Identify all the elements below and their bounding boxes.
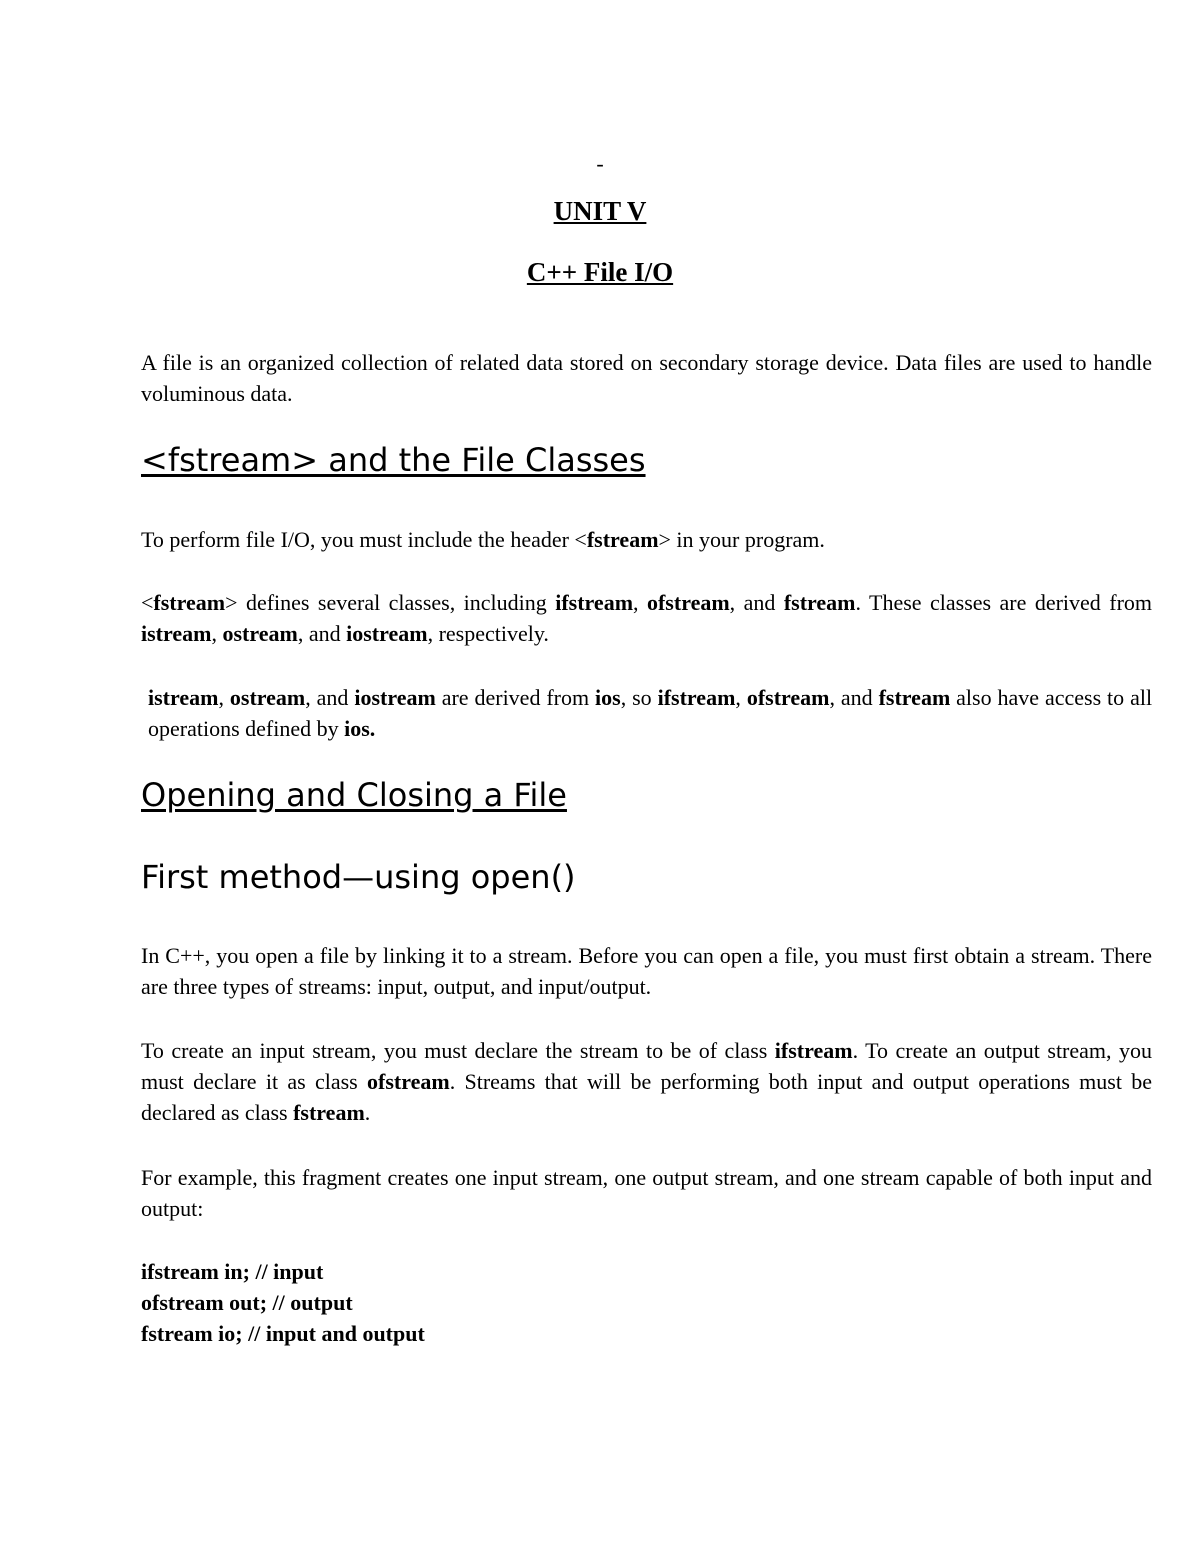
- code-line: ofstream out; // output: [141, 1290, 353, 1315]
- top-dash-mark: -: [596, 151, 604, 176]
- intro-paragraph: A file is an organized collection of related data stored on secondary storage device. Data files are used to handle voluminous data.: [141, 350, 1152, 406]
- opening-paragraph-2: To create an input stream, you must declare the stream to be of class ifstream. To create an output stream, you must declare it as class ofstream. Streams that will be performing both input and output operations must be declared as class fstream.: [141, 1038, 1153, 1125]
- subheading-open-method: First method—using open(): [141, 858, 576, 896]
- fstream-paragraph-3: istream, ostream, and iostream are derived from ios, so ifstream, ofstream, and fstream also have access to all operations defined by ios.: [148, 685, 1153, 741]
- unit-title: UNIT V: [553, 196, 647, 226]
- fstream-paragraph-2: <fstream> defines several classes, including ifstream, ofstream, and fstream. These classes are derived from istream, ostream, and iostream, respectively.: [141, 590, 1153, 646]
- fstream-paragraph-1: To perform file I/O, you must include the header <fstream> in your program.: [141, 527, 825, 552]
- opening-paragraph-1: In C++, you open a file by linking it to a stream. Before you can open a file, you must first obtain a stream. There are three types of streams: input, output, and input/output.: [141, 943, 1152, 999]
- code-line: fstream io; // input and output: [141, 1321, 425, 1346]
- section-heading-fstream: <fstream> and the File Classes: [141, 441, 646, 479]
- opening-paragraph-3: For example, this fragment creates one input stream, one output stream, and one stream capable of both input and output:: [141, 1165, 1152, 1221]
- code-line: ifstream in; // input: [141, 1259, 324, 1284]
- chapter-title: C++ File I/O: [526, 257, 674, 287]
- section-heading-opening: Opening and Closing a File: [141, 776, 567, 814]
